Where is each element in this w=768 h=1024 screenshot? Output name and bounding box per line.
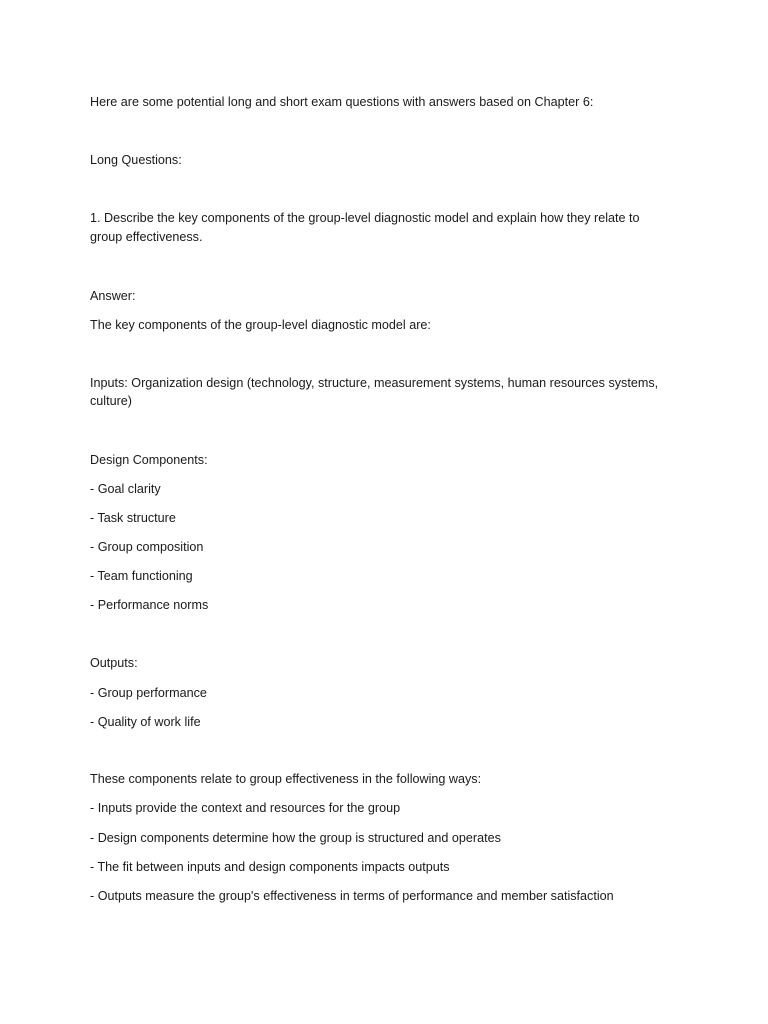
inputs-line-1: Inputs: Organization design (technology, structure, measurement systems, human resources systems, xyxy=(90,376,659,390)
outputs-heading: Outputs: xyxy=(90,656,138,670)
list-item: - Performance norms xyxy=(90,598,209,612)
list-item: - Task structure xyxy=(90,511,176,525)
list-item: - The fit between inputs and design components impacts outputs xyxy=(90,860,450,874)
question-1-line-2: group effectiveness. xyxy=(90,230,203,244)
relation-intro: These components relate to group effectiveness in the following ways: xyxy=(90,772,482,786)
question-1-line-1: 1. Describe the key components of the group-level diagnostic model and explain how they relate to xyxy=(90,211,640,225)
list-item: - Outputs measure the group's effectiveness in terms of performance and member satisfaction xyxy=(90,889,614,903)
design-components-heading: Design Components: xyxy=(90,453,208,467)
list-item: - Team functioning xyxy=(90,569,193,583)
answer-label: Answer: xyxy=(90,289,136,303)
list-item: - Goal clarity xyxy=(90,482,161,496)
long-questions-heading: Long Questions: xyxy=(90,153,182,167)
inputs-line-2: culture) xyxy=(90,394,132,408)
list-item: - Group composition xyxy=(90,540,204,554)
list-item: - Group performance xyxy=(90,686,207,700)
list-item: - Design components determine how the group is structured and operates xyxy=(90,831,501,845)
answer-intro: The key components of the group-level diagnostic model are: xyxy=(90,318,431,332)
intro-text: Here are some potential long and short exam questions with answers based on Chapter 6: xyxy=(90,95,594,109)
list-item: - Inputs provide the context and resources for the group xyxy=(90,801,401,815)
list-item: - Quality of work life xyxy=(90,715,201,729)
